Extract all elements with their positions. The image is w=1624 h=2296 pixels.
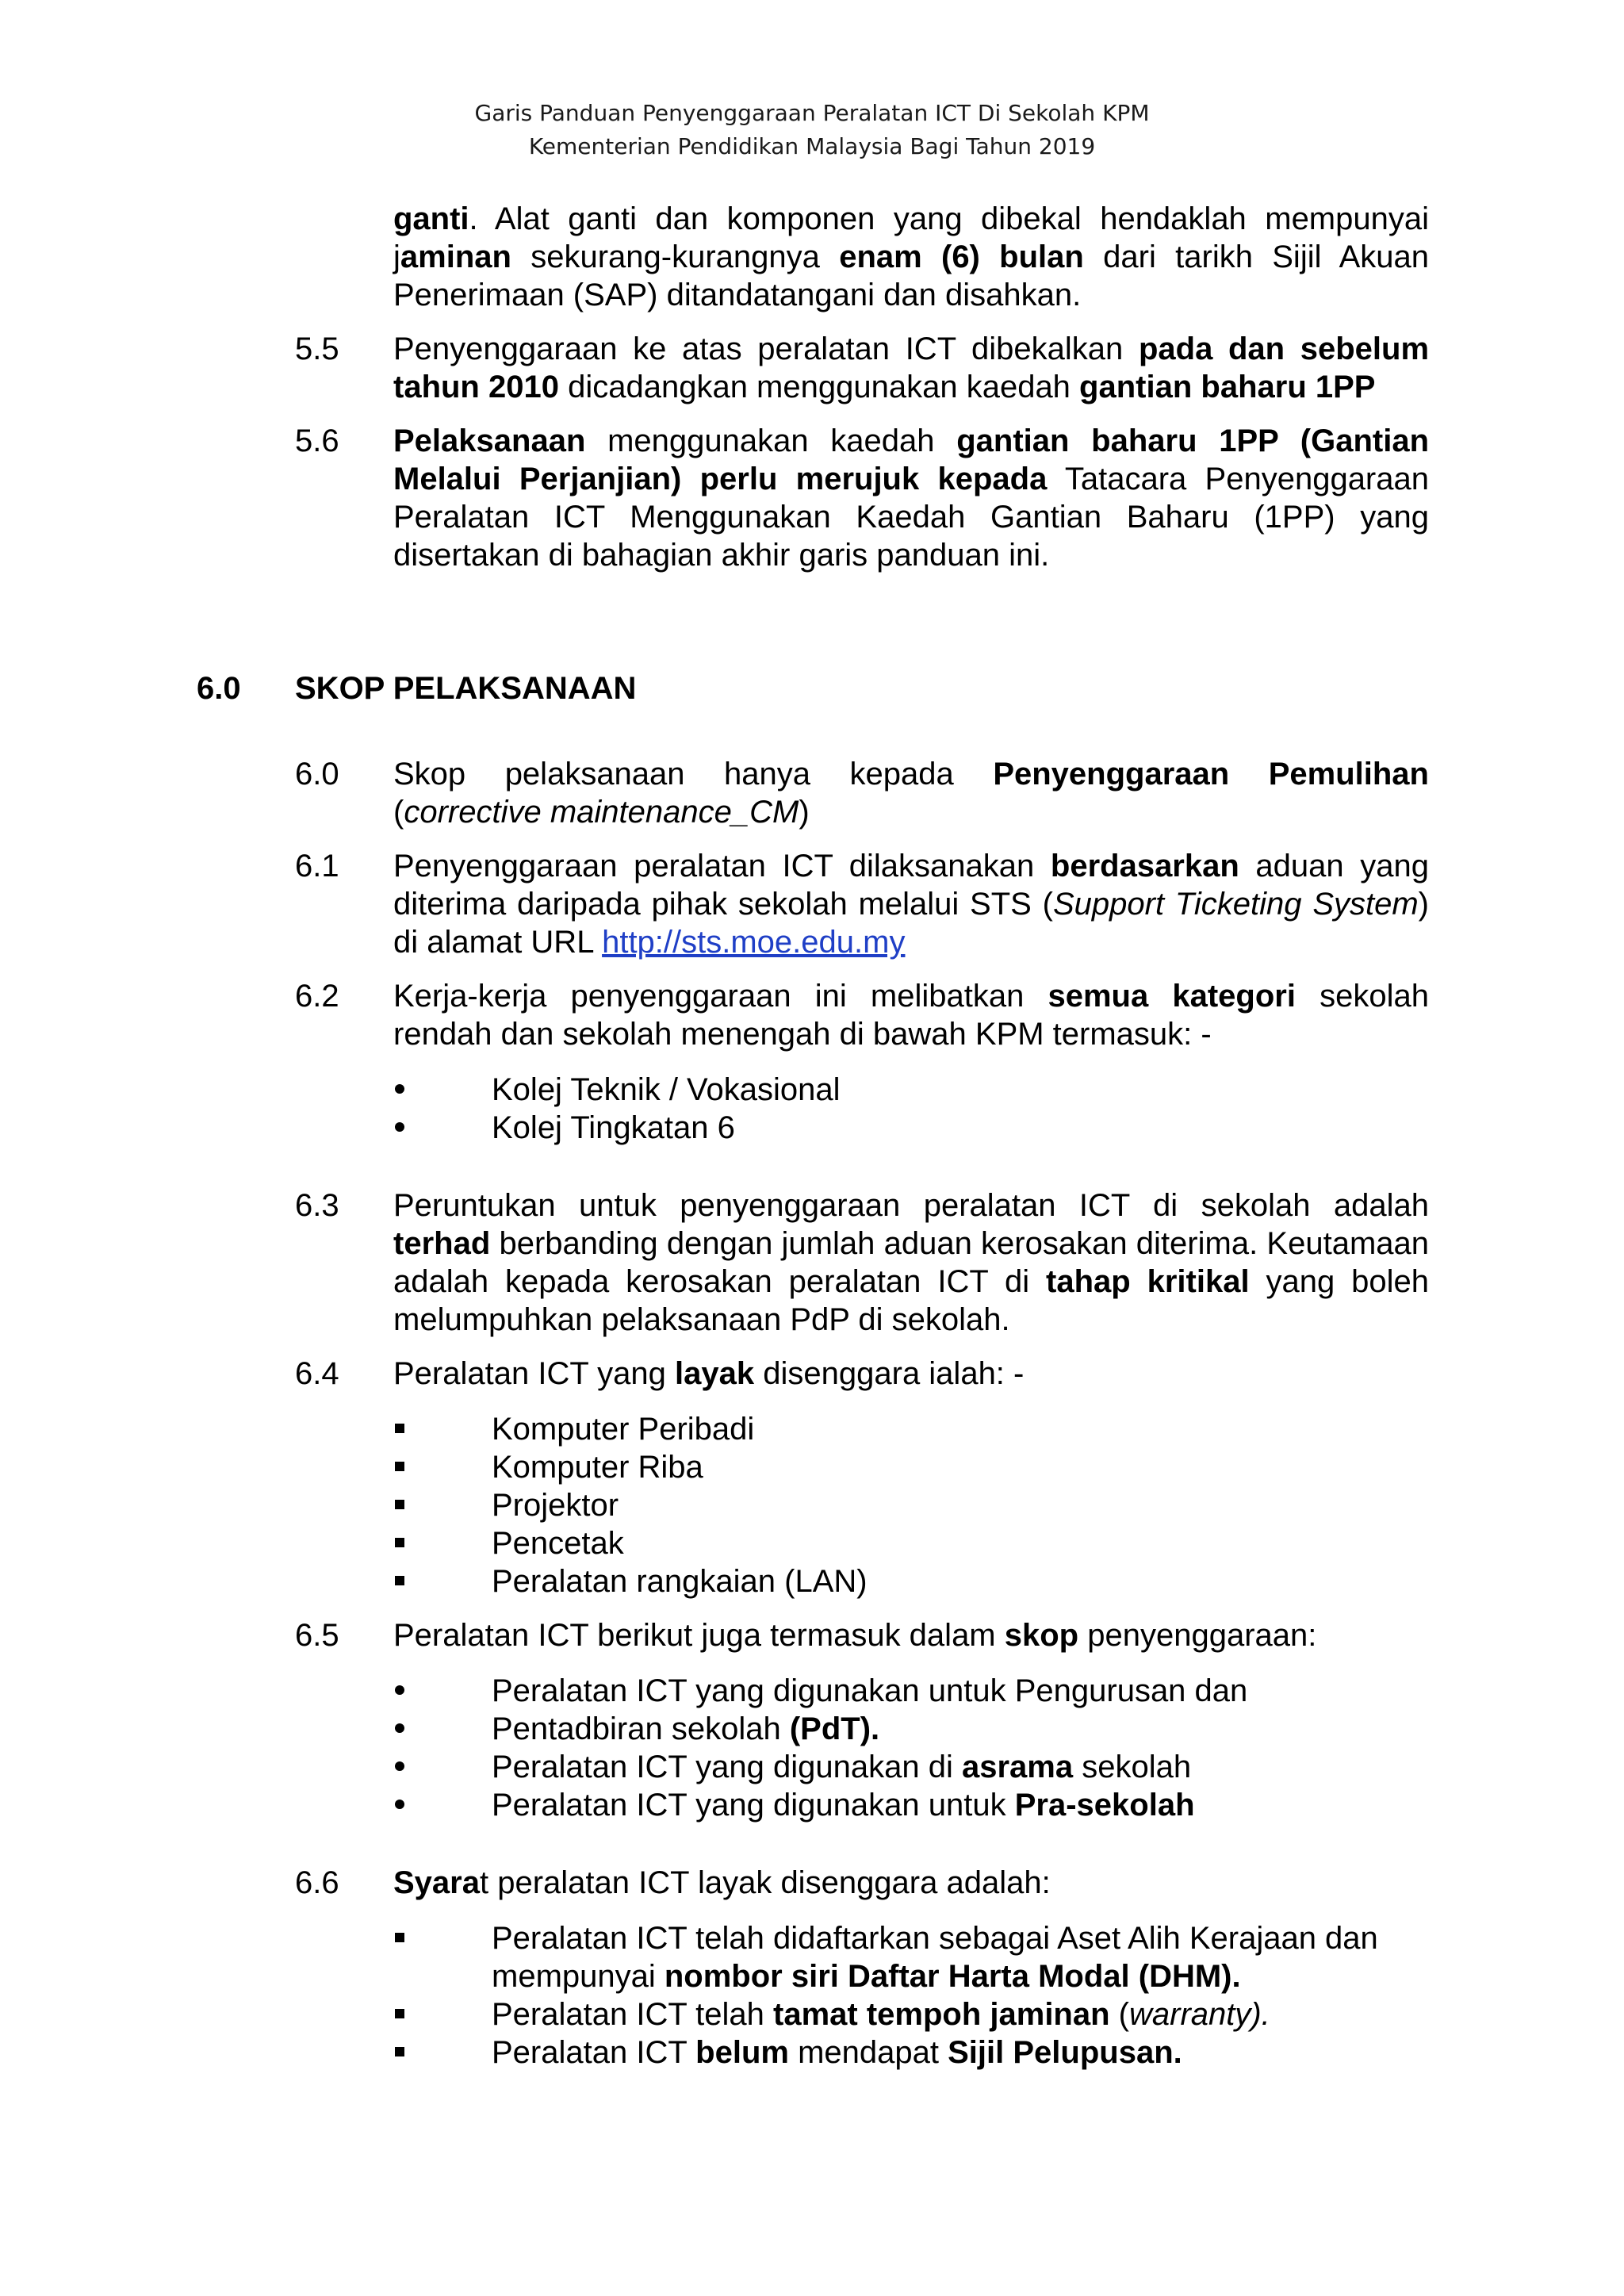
list-item: Peralatan rangkaian (LAN) (492, 1562, 1435, 1600)
eligibility-conditions-list (492, 1919, 1435, 2072)
bullet-dot-icon (395, 1685, 404, 1695)
paragraph-number: 6.4 (295, 1356, 339, 1391)
eligible-equipment-list (492, 1410, 1435, 1600)
paragraph-number: 6.2 (295, 979, 339, 1014)
paragraph-6-5: 6.5 Peralatan ICT berikut juga termasuk dalam skop penyenggaraan: (295, 1618, 1317, 1653)
school-category-list (492, 1071, 1435, 1147)
bullet-dot-icon (395, 1723, 404, 1733)
list-item: Kolej Teknik / Vokasional (492, 1071, 1435, 1109)
bullet-square-icon (395, 1462, 404, 1471)
header-line-2: Kementerian Pendidikan Malaysia Bagi Tahun 2019 (528, 133, 1096, 159)
section-title: SKOP PELAKSANAAN (295, 671, 637, 706)
paragraph-6-3: 6.3 Peruntukan untuk penyenggaraan peralatan ICT di sekolah adalah terhad berbanding dengan jumlah aduan kerosakan diterima. Keutamaan adalah kepada kerosakan peralatan ICT di tahap kritikal yang boleh melumpuhkan pelaksanaan PdP di sekolah. (295, 1188, 1429, 1337)
paragraph-continuation: ganti. Alat ganti dan komponen yang dibekal hendaklah mempunyai jaminan sekurang-kurangnya enam (6) bulan dari tarikh Sijil Akuan Penerimaan (SAP) ditandatangani dan disahkan. (393, 201, 1429, 312)
paragraph-number: 6.5 (295, 1618, 339, 1653)
header-line-1: Garis Panduan Penyenggaraan Peralatan ICT Di Sekolah KPM (474, 100, 1150, 126)
scope-equipment-list (492, 1672, 1435, 1824)
bullet-dot-icon (395, 1761, 404, 1771)
bullet-square-icon (395, 1500, 404, 1509)
paragraph-number: 5.6 (295, 424, 339, 458)
document-body (0, 200, 1624, 2072)
list-item: Peralatan ICT yang digunakan di asrama sekolah (492, 1748, 1435, 1786)
paragraph-6-1: 6.1 Penyenggaraan peralatan ICT dilaksanakan berdasarkan aduan yang diterima daripada pihak sekolah melalui STS (Support Ticketing System) di alamat URL http://sts.moe.edu.my (295, 849, 1429, 960)
bullet-square-icon (395, 2009, 404, 2018)
paragraph-5-5: 5.5 Penyenggaraan ke atas peralatan ICT dibekalkan pada dan sebelum tahun 2010 dicadangkan menggunakan kaedah gantian baharu 1PP (295, 332, 1430, 404)
paragraph-6-6: 6.6 Syarat peralatan ICT layak disenggara adalah: (295, 1865, 1051, 1900)
bullet-square-icon (395, 1424, 404, 1433)
bullet-dot-icon (395, 1800, 404, 1809)
paragraph-number: 6.6 (295, 1865, 339, 1900)
list-item: Peralatan ICT telah didaftarkan sebagai Aset Alih Kerajaan dan mempunyai nombor siri Daftar Harta Modal (DHM). (492, 1919, 1435, 1995)
paragraph-number: 6.1 (295, 849, 339, 884)
paragraph-number: 6.0 (295, 757, 339, 792)
bullet-square-icon (395, 2047, 404, 2056)
bullet-dot-icon (395, 1122, 404, 1132)
list-item: Peralatan ICT yang digunakan untuk Pengurusan dan (492, 1672, 1435, 1710)
list-item: Peralatan ICT telah tamat tempoh jaminan (warranty). (492, 1995, 1435, 2033)
paragraph-6-4: 6.4 Peralatan ICT yang layak disenggara ialah: - (295, 1356, 1025, 1391)
list-item: Pentadbiran sekolah (PdT). (492, 1710, 1435, 1748)
list-item: Pencetak (492, 1524, 1435, 1562)
list-item: Komputer Peribadi (492, 1410, 1435, 1448)
list-item: Peralatan ICT belum mendapat Sijil Pelupusan. (492, 2033, 1435, 2072)
paragraph-5-6: 5.6 Pelaksanaan menggunakan kaedah gantian baharu 1PP (Gantian Melalui Perjanjian) perlu merujuk kepada Tatacara Penyenggaraan Peralatan ICT Menggunakan Kaedah Gantian Baharu (1PP) yang disertakan di bahagian akhir garis panduan ini. (295, 424, 1429, 573)
list-item: Projektor (492, 1486, 1435, 1524)
section-number: 6.0 (197, 671, 241, 706)
list-item: Peralatan ICT yang digunakan untuk Pra-sekolah (492, 1786, 1435, 1824)
list-item: Kolej Tingkatan 6 (492, 1109, 1435, 1147)
bullet-square-icon (395, 1933, 404, 1942)
sts-url-link[interactable]: http://sts.moe.edu.my (602, 925, 906, 960)
list-item: Komputer Riba (492, 1448, 1435, 1486)
paragraph-number: 5.5 (295, 332, 339, 366)
paragraph-6-2: 6.2 Kerja-kerja penyenggaraan ini melibatkan semua kategori sekolah rendah dan sekolah menengah di bawah KPM termasuk: - (295, 979, 1430, 1052)
paragraph-6-0: 6.0 Skop pelaksanaan hanya kepada Penyenggaraan Pemulihan (corrective maintenance_CM) (295, 757, 1429, 830)
page-header (0, 97, 1624, 163)
paragraph-number: 6.3 (295, 1188, 339, 1223)
bullet-square-icon (395, 1576, 404, 1585)
bullet-dot-icon (395, 1084, 404, 1094)
section-heading (197, 669, 1624, 707)
bullet-square-icon (395, 1538, 404, 1547)
